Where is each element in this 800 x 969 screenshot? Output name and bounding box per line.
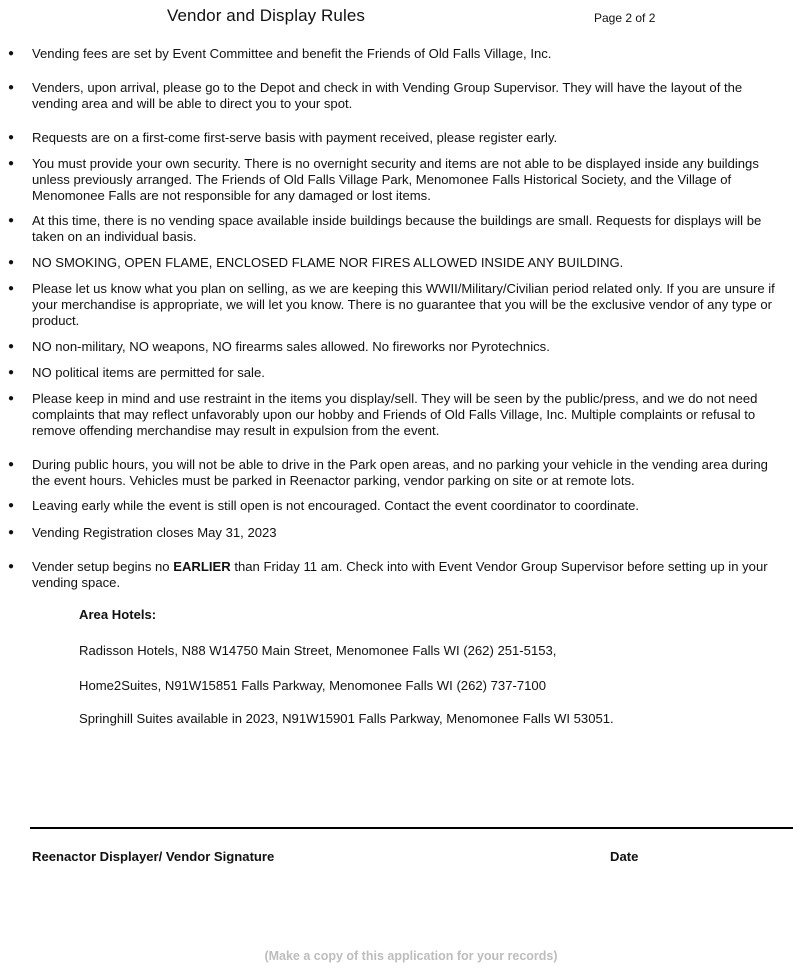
- bullet-icon: ●: [8, 500, 15, 511]
- rule-text: During public hours, you will not be able to drive in the Park open areas, and no parking your vehicle in the vending area during the event hours. Vehicles must be parked in Reenactor parking, vendor parking on site or at remote lots.: [32, 457, 768, 488]
- page-title: Vendor and Display Rules: [167, 6, 366, 25]
- bullet-icon: ●: [8, 82, 15, 93]
- rule-text: Vending Registration closes May 31, 2023: [32, 525, 277, 540]
- bullet-icon: ●: [8, 341, 15, 352]
- hotel-item-springhill: Springhill Suites available in 2023, N91W15901 Falls Parkway, Menomonee Falls WI 53051.: [79, 711, 614, 726]
- rule-text: Please keep in mind and use restraint in the items you display/sell. They will be seen by the public/press, and we do not need complaints that may reflect unfavorably upon our hobby and Friends of Old Falls Village, Inc. Multiple complaints or refusal to remove offending merchandise may result in expulsion from the event.: [32, 391, 758, 438]
- rule-text: Requests are on a first-come first-serve basis with payment received, please register early.: [32, 130, 558, 145]
- date-label: Date: [610, 849, 639, 864]
- rule-text: Please let us know what you plan on selling, as we are keeping this WWII/Military/Civilian period related only. If you are unsure if your merchandise is appropriate, we will let you know. There is no guarantee that you will be the exclusive vendor of any type or product.: [32, 281, 775, 328]
- rule-text: NO political items are permitted for sale.: [32, 365, 265, 380]
- signature-line: [30, 827, 793, 829]
- rule-text: Leaving early while the event is still open is not encouraged. Contact the event coordinator to coordinate.: [32, 498, 640, 513]
- bullet-icon: ●: [8, 561, 15, 572]
- hotels-heading: Area Hotels:: [79, 607, 157, 622]
- rule-text: NO SMOKING, OPEN FLAME, ENCLOSED FLAME NOR FIRES ALLOWED INSIDE ANY BUILDING.: [32, 255, 624, 270]
- emphasis-earlier: EARLIER: [173, 559, 231, 574]
- rule-text: NO non-military, NO weapons, NO firearms sales allowed. No fireworks nor Pyrotechnics.: [32, 339, 550, 354]
- rule-text: At this time, there is no vending space available inside buildings because the buildings are small. Requests for displays will be taken on an individual basis.: [32, 213, 762, 244]
- bullet-icon: ●: [8, 527, 15, 538]
- bullet-icon: ●: [8, 257, 15, 268]
- rule-text: You must provide your own security. There is no overnight security and items are not able to be displayed inside any buildings unless previously arranged. The Friends of Old Falls Village Park, Menomonee Falls Historical Society, and the Village of Menomonee Falls are not responsible for any damaged or lost items.: [32, 156, 759, 203]
- hotel-item-home2suites: Home2Suites, N91W15851 Falls Parkway, Menomonee Falls WI (262) 737-7100: [79, 678, 546, 693]
- rule-text: Vending fees are set by Event Committee and benefit the Friends of Old Falls Village, Inc.: [32, 46, 552, 61]
- bullet-icon: ●: [8, 459, 15, 470]
- bullet-icon: ●: [8, 215, 15, 226]
- bullet-icon: ●: [8, 132, 15, 143]
- signature-label: Reenactor Displayer/ Vendor Signature: [32, 849, 275, 864]
- rule-text-start: Vender setup begins no: [32, 559, 174, 574]
- bullet-icon: ●: [8, 393, 15, 404]
- bullet-icon: ●: [8, 48, 15, 59]
- rule-text: [32, 559, 787, 591]
- rule-text-end: than Friday 11 am. Check into with Event Vendor Group Supervisor before setting up in your vending space.: [32, 559, 768, 590]
- bullet-icon: ●: [8, 283, 15, 294]
- page-number: Page 2 of 2: [594, 11, 656, 25]
- hotel-item-radisson: Radisson Hotels, N88 W14750 Main Street, Menomonee Falls WI (262) 251-5153,: [79, 643, 557, 658]
- bullet-icon: ●: [8, 158, 15, 169]
- bullet-icon: ●: [8, 367, 15, 378]
- footer-note: (Make a copy of this application for your records): [264, 949, 558, 963]
- rule-text: Venders, upon arrival, please go to the Depot and check in with Vending Group Supervisor. They will have the layout of the vending area and will be able to direct you to your spot.: [32, 80, 743, 111]
